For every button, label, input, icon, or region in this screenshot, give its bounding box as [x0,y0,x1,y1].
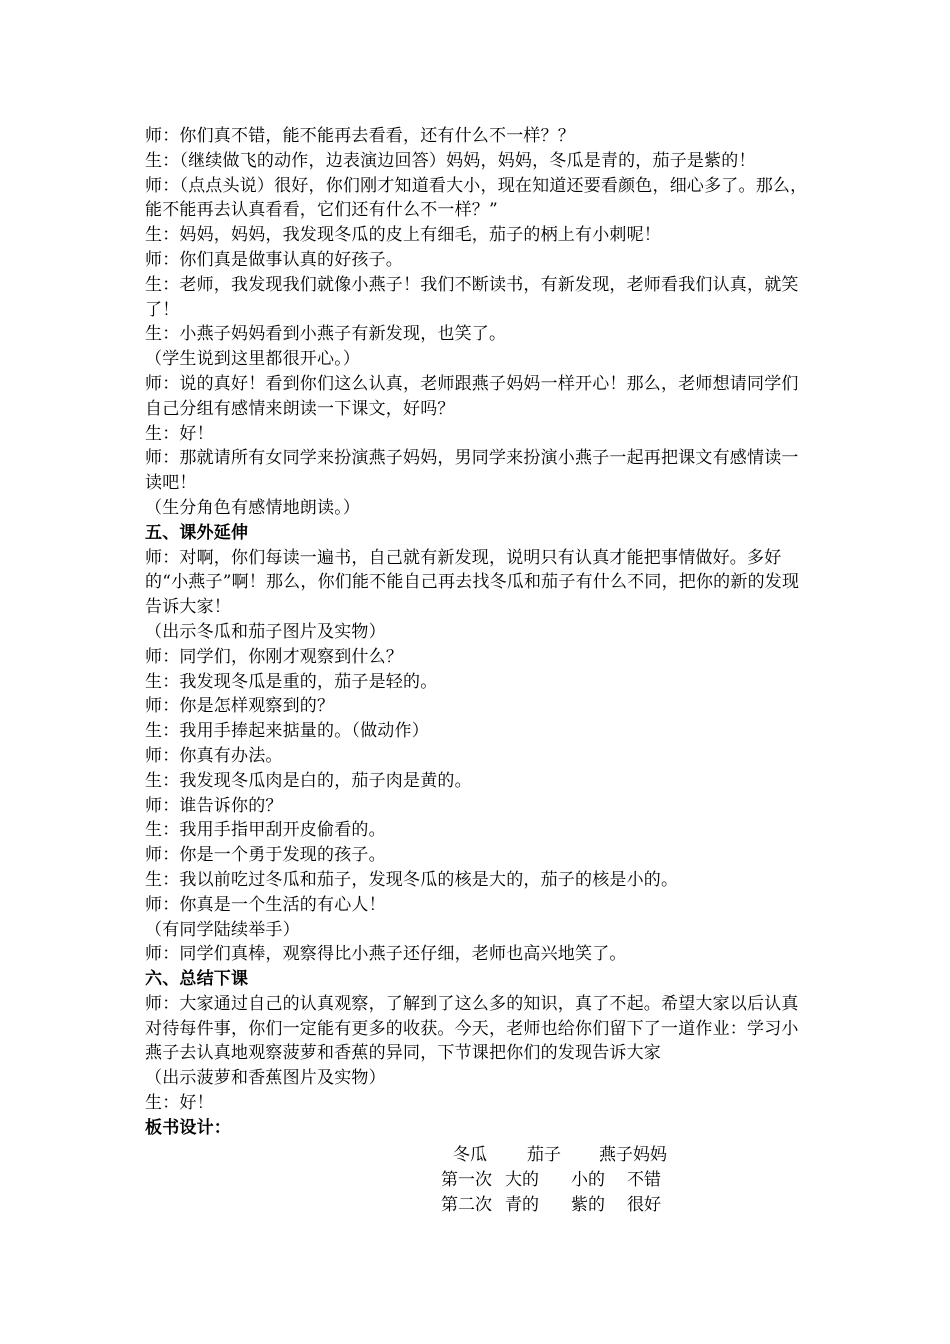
dialogue-line: 师：大家通过自己的认真观察，了解到了这么多的知识，真了不起。希望大家以后认真对待每件事，你们一定能有更多的收获。今天，老师也给你们留下了一道作业：学习小燕子去认真地观察菠萝和香蕉的异同，下节课把你们的发现告诉大家 [145,993,799,1064]
stage-note: （学生说到这里都很开心。） [145,349,361,370]
board-cell: 大的 [505,1169,539,1190]
dialogue-line: 师：你是一个勇于发现的孩子。 [145,845,386,866]
dialogue-line: 师：说的真好！看到你们这么认真，老师跟燕子妈妈一样开心！那么，老师想请同学们自己分组有感情来朗读一下课文，好吗？ [145,373,799,419]
dialogue-line: 生：好！ [145,1093,214,1114]
section-heading: 五、课外延伸 [145,522,249,543]
board-cell: 青的 [505,1194,539,1215]
dialogue-line: 生：妈妈，妈妈，我发现冬瓜的皮上有细毛，茄子的柄上有小刺呢！ [145,225,661,246]
dialogue-line: 师：同学们，你刚才观察到什么？ [145,646,403,667]
dialogue-line: 生：老师，我发现我们就像小燕子！我们不断读书，有新发现，老师看我们认真，就笑了！ [145,274,799,320]
dialogue-line: 师：对啊，你们每读一遍书，自己就有新发现，说明只有认真才能把事情做好。多好的“小燕子”啊！那么，你们能不能自己再去找冬瓜和茄子有什么不同，把你的新的发现告诉大家！ [145,547,800,618]
dialogue-line: 生：我以前吃过冬瓜和茄子，发现冬瓜的核是大的，茄子的核是小的。 [145,869,679,890]
dialogue-line: 生：好！ [145,423,214,444]
dialogue-line: 师：你真有办法。 [145,745,283,766]
dialogue-line: 师：谁告诉你的？ [145,795,283,816]
stage-note: （出示冬瓜和茄子图片及实物） [145,621,386,642]
board-grid [228,1143,896,1217]
stage-note: （生分角色有感情地朗读。） [145,497,361,518]
dialogue-line: 生：我发现冬瓜是重的，茄子是轻的。 [145,671,438,692]
board-header-cell: 燕子妈妈 [599,1145,667,1165]
board-cell: 不错 [627,1169,661,1190]
stage-note: （有同学陆续举手） [145,919,300,940]
section-heading: 六、总结下课 [145,969,249,990]
dialogue-line: 师：你真是一个生活的有心人！ [145,894,386,915]
dialogue-line: 师：同学们真棒，观察得比小燕子还仔细，老师也高兴地笑了。 [145,944,627,965]
board-header-row [228,1143,896,1168]
dialogue-line: 生：小燕子妈妈看到小燕子有新发现，也笑了。 [145,324,507,345]
board-row [228,1168,896,1193]
board-design-heading: 板书设计： [145,1117,231,1138]
dialogue-line: 师：你们真是做事认真的好孩子。 [145,249,403,270]
board-header-cell: 冬瓜 [453,1145,487,1165]
board-cell: 小的 [571,1169,605,1190]
board-row [228,1193,896,1218]
dialogue-line: 生：（继续做飞的动作，边表演边回答）妈妈，妈妈，冬瓜是青的，茄子是紫的！ [145,150,756,171]
dialogue-line: 生：我用手指甲刮开皮偷看的。 [145,820,386,841]
stage-note: （出示菠萝和香蕉图片及实物） [145,1068,386,1089]
dialogue-line: 生：我发现冬瓜肉是白的，茄子肉是黄的。 [145,770,472,791]
dialogue-line: 师：（点点头说）很好，你们刚才知道看大小，现在知道还要看颜色，细心多了。那么，能不能再去认真看看，它们还有什么不一样？” [145,175,808,221]
dialogue-line: 师：那就请所有女同学来扮演燕子妈妈，男同学来扮演小燕子一起再把课文有感情读一读吧！ [145,448,799,494]
board-cell: 第一次 [441,1169,492,1190]
dialogue-line: 生：我用手捧起来掂量的。（做动作） [145,721,429,742]
lesson-transcript [145,124,813,1141]
dialogue-line: 师：你是怎样观察到的？ [145,696,335,717]
board-header-cell: 茄子 [527,1145,561,1165]
dialogue-line: 师：你们真不错，能不能再去看看，还有什么不一样？？ [145,126,575,146]
board-cell: 紫的 [571,1194,605,1215]
blackboard-design [145,1143,813,1217]
board-cell: 第二次 [441,1194,492,1215]
board-cell: 很好 [627,1194,661,1215]
